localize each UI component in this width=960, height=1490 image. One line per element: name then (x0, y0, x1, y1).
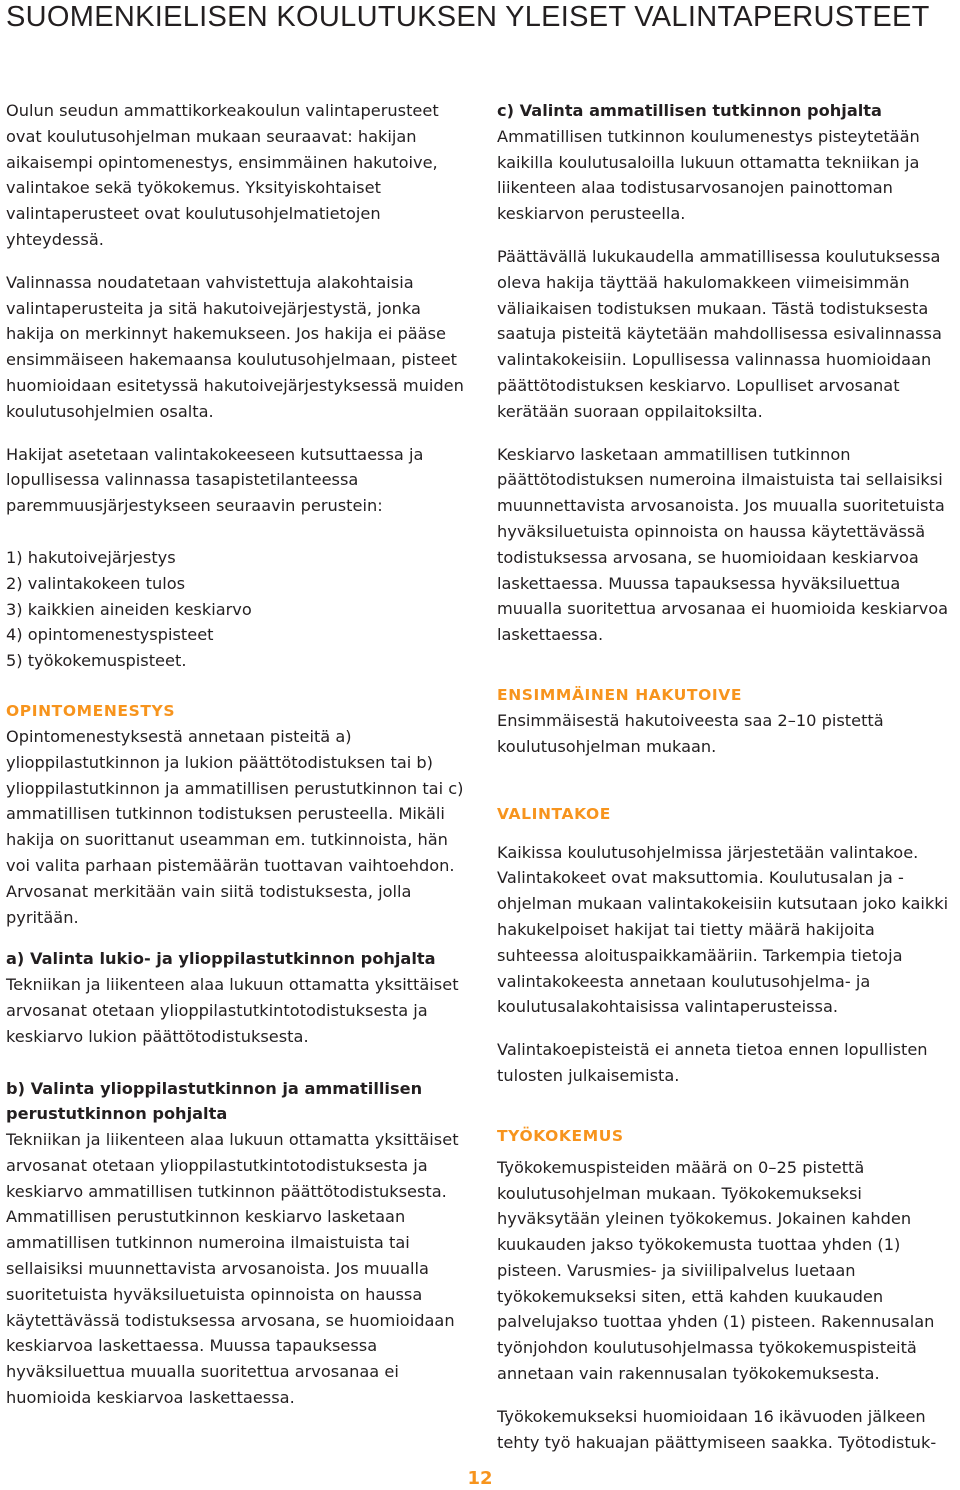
valintakoe-results-paragraph: Valintakoepisteistä ei anneta tietoa ennen lopullisten tulosten julkaisemista. (497, 1040, 928, 1085)
tyokokemus-age-paragraph: Työkokemukseksi huomioidaan 16 ikävuoden jälkeen tehty työ hakuajan päättymiseen saakka. Työtodistuk- (497, 1406, 937, 1452)
list-item: 3) kaikkien aineiden keskiarvo (6, 599, 252, 619)
option-a-paragraph: Tekniikan ja liikenteen alaa lukuun ottamatta yksittäiset arvosanat otetaan ylioppilastutkintotodistuksesta ja keskiarvo lukion päättötodistuksesta. (6, 975, 459, 1046)
average-paragraph: Keskiarvo lasketaan ammatillisen tutkinnon päättötodistuksen numeroina ilmaistuista tai sellaisiksi muunnettavista arvosanoista. Jos muualla suoritetuista hyväksiluetuista opinnoista on haussa käytettävässä todistuksessa arvosana, se huomioidaan keskiarvoa laskettaessa. Muussa tapauksessa hyväksiluettua muualla suoritettua arvosanaa ei huomioida keskiarvoa laskettaessa. (497, 444, 949, 645)
right-column (497, 98, 957, 1455)
subheading-a: a) Valinta lukio- ja ylioppilastutkinnon pohjalta (6, 949, 436, 969)
heading-opintomenestys: OPINTOMENESTYS (6, 701, 176, 720)
list-item: 5) työkokemuspisteet. (6, 651, 187, 671)
tiebreak-list (6, 545, 464, 674)
page-number: 12 (467, 1468, 493, 1489)
list-item: 1) hakutoivejärjestys (6, 547, 176, 567)
heading-ensimmainen-hakutoive: ENSIMMÄINEN HAKUTOIVE (497, 685, 743, 704)
hakutoive-paragraph: Ensimmäisestä hakutoiveesta saa 2–10 pistettä koulutusohjelman mukaan. (497, 710, 884, 756)
heading-tyokokemus: TYÖKOKEMUS (497, 1126, 624, 1145)
tiebreak-paragraph: Hakijat asetetaan valintakokeeseen kutsuttaessa ja lopullisessa valinnassa tasapistetilanteessa paremmuusjärjestykseen seuraavin perustein: (6, 444, 424, 516)
list-item: 4) opintomenestyspisteet (6, 625, 214, 645)
heading-valintakoe: VALINTAKOE (497, 804, 612, 823)
page-title: SUOMENKIELISEN KOULUTUKSEN YLEISET VALINTAPERUSTEET (6, 1, 930, 33)
option-b-paragraph: Tekniikan ja liikenteen alaa lukuun ottamatta yksittäiset arvosanat otetaan ylioppilastutkintotodistuksesta ja keskiarvo ammatillisen tutkinnon päättötodistuksesta. Ammatillisen perustutkinnon keskiarvo lasketaan ammatillisen tutkinnon numeroina ilmaistuista tai sellaisiksi muunnettavista arvosanoista. Jos muualla suoritetuista hyväksiluetuista opinnoista on haussa käytettävässä todistuksessa arvosana, se huomioidaan keskiarvoa laskettaessa. Muussa tapauksessa hyväksiluettua muualla suoritettua arvosanaa ei huomioida keskiarvoa laskettaessa. (6, 1130, 459, 1408)
tyokokemus-paragraph: Työkokemuspisteiden määrä on 0–25 pistettä koulutusohjelman mukaan. Työkokemukseksi hyväksytään yleinen työkokemus. Jokainen kahden kuukauden jakso työkokemusta tuottaa yhden (1) pisteen. Varusmies- ja siviilipalvelus luetaan työkokemukseksi siten, että kahden kuukauden palvelujakso tuottaa yhden (1) pisteen. Rakennusalan työnjohdon koulutusohjelmassa työkokemuspisteitä annetaan vain rakennusalan työkokemuksesta. (497, 1157, 935, 1384)
interim-certificate-paragraph: Päättävällä lukukaudella ammatillisessa koulutuksessa oleva hakija täyttää hakulomakkeen viimeisimmän väliaikaisen todistuksen mukaan. Tästä todistuksesta saatuja pisteitä käytetään mahdollisessa esivalinnassa valintakokeisiin. Lopullisessa valinnassa huomioidaan päättötodistuksen keskiarvo. Lopulliset arvosanat kerätään suoraan oppilaitoksilta. (497, 246, 942, 421)
intro-paragraph: Oulun seudun ammattikorkeakoulun valintaperusteet ovat koulutusohjelman mukaan seuraavat: hakijan aikaisempi opintomenestys, ensimmäinen hakutoive, valintakoe sekä työkokemus. Yksityiskohtaiset valintaperusteet ovat koulutusohjelmatietojen yhteydessä. (6, 101, 439, 249)
valintakoe-paragraph: Kaikissa koulutusohjelmissa järjestetään valintakoe. Valintakokeet ovat maksuttomia. Koulutusalan ja -ohjelman mukaan valintakokeisiin kutsutaan joko kaikki hakukelpoiset hakijat tai tietty määrä hakijoita suhteessa aloituspaikkamääriin. Tarkempia tietoja valintakokeesta annetaan koulutusohjelma- ja koulutusalakohtaisissa valintaperusteissa. (497, 842, 949, 1017)
subheading-c: c) Valinta ammatillisen tutkinnon pohjalta (497, 101, 882, 120)
subheading-b: b) Valinta ylioppilastutkinnon ja ammatillisen perustutkinnon pohjalta (6, 1078, 423, 1124)
left-column (6, 98, 464, 1411)
opintomenestys-paragraph: Opintomenestyksestä annetaan pisteitä a) ylioppilastutkinnon ja lukion päättötodistuksen tai b) ylioppilastutkinnon ja ammatillisen perustutkinnon tai c) ammatillisen tutkinnon todistuksen perusteella. Mikäli hakija on suorittanut useamman em. tutkinnoista, hän voi valita parhaan pistemäärän tuottavan vaihtoehdon. Arvosanat merkitään vain siitä todistuksesta, jolla pyritään. (6, 726, 464, 927)
selection-paragraph: Valinnassa noudatetaan vahvistettuja alakohtaisia valintaperusteita ja sitä hakutoivejärjestystä, jonka hakija on merkinnyt hakemukseen. Jos hakija ei pääse ensimmäiseen hakemaansa koulutusohjelmaan, pisteet huomioidaan esitetyssä hakutoivejärjestyksessä muiden koulutusohjelmien osalta. (6, 272, 464, 421)
option-c-paragraph: Ammatillisen tutkinnon koulumenestys pisteytetään kaikilla koulutusaloilla lukuun ottamatta tekniikan ja liikenteen alaa todistusarvosanojen painottoman keskiarvon perusteella. (497, 126, 920, 224)
list-item: 2) valintakokeen tulos (6, 573, 186, 593)
